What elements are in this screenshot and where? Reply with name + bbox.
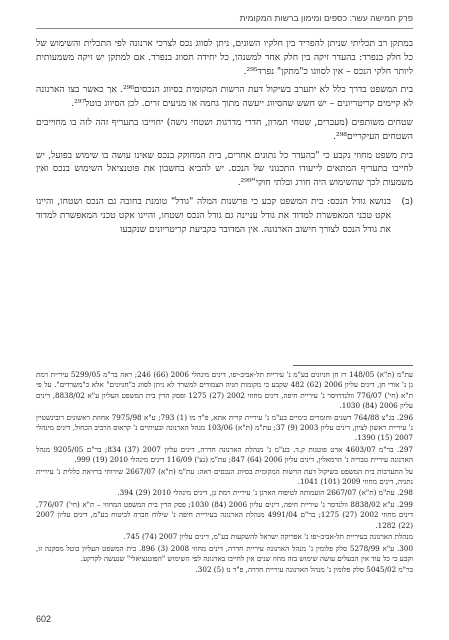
footnote: 296. בג"צ 764/88 דשנים וחומרים כימיים בע"מ נ' עיריית קרית אתא, פ"ד מו (1) 793; ע"א 7975/98 אחוזת ראשונים רובינשטיין נ' עיריית ראשון לציון, דינים עליון 2003 (9) 37; עת"מ (ת"א) 103/06 מנהל הארנונה ובעיתיים נ' קראוס הרביב הכחול, דינים מינהלי 2007 (15) 1390.	[36, 412, 414, 443]
subsection-b	[36, 196, 413, 237]
footnote: עת"מ (ת"א) 148/05 רז חן חניונים בע"מ נ' עיריית תל-אביב-יפו, דינים מינהלי 2006 (66) 246; ראה בר"מ 5299/05 עיריית רמת גן נ' אורי חן, דינים עליון 2006 (62) 482 שקבע כי מקומות חניה הצמודים למשרד לא ניתן לסווג כ"חניונים" אלא כ"משרדים". על פי ת"א (חי') 776/07 וולנדחיסר נ' עיריית חיפה, דינים מחוזי 2002 (27) 1275 ופסק הדין בית המשפט העליון ע"א 8838/02, דינים עליון 2006 (84) 1030.	[36, 370, 414, 411]
footnote: בר"מ 5045/02 סלק פלומין נ' מנהל הארנונה עיריית חדרה, פ"ד נז (5) 302.	[195, 565, 413, 575]
paragraph-1: במתקן רב תכליתי שניתן להפריד בין חלקיו השונים, ניתן לסווג נכס לצרכי ארנונה לפי התכלית והשימוש של כל חלק בנפרד: בהעדר זיקה בין חלק אחד למשנהו, כל יחידה תסווג בנפרד. אם למתקן יש זיקה משמעותית ליותר חלקי הנכס – אין לסווגו כ"מתקן" נפרד²⁹⁵.	[36, 39, 413, 77]
paragraph-4: בית משפט מחוזי נקבע כי "בהעדר כל נתונים אחרים, בית המחוקק בנכס שאינו עושה בו שימוש בפועל, יש לחייבו בתעריף המתאים לייעודו התכנוני של הנכס. יש להביא בחשבון את פוטנציאל השימוש בנכס ואין משמעות לכך שהשימוש היה חורג ובלתי חוקי"²⁹⁹.	[36, 150, 413, 189]
paragraph-5: בנושא גודל הנכס: בית המשפט קבע כי פרשנות המלה "גודל" טומנת בחובה גם הנכס ושטחו, והיינו אקט טכני המאפשרת למדוד את גודל עניינה גם גודל הנכס ושטחו, והיינו אקט טכני המאפשרת למדוד את גודל הנכס לצורך חישוב הארנונה. אין המדובר בקביעת קריטריונים שנקבעו	[36, 196, 391, 235]
footnote: 300. ע"א 5278/99 סלק פלומין נ' מנהל הארנונה עיריית חדרה, דינים מחוזי 2008 (3) 896. בית המשפט העליון בוטל מסקנה זו, וקבע כי כל עוד אין הבעלים עושה שימוש בזה מחוז שנים אין לחייבו בארנונה לפי השימוש "הפוטנציאלי" שנעשה לקרקע.	[36, 543, 414, 563]
footnote-rule	[293, 365, 413, 366]
footnote: מנהלת הארנונה בעיריית תל-אביב-יפו נ' אפריקה ישראל להשקעות בע"מ, דינים עליון 2007 (74) 745.	[123, 532, 413, 542]
paragraph-2: בית המשפט בדרך כלל לא יתערב בשיקול דעת הרשות המקומית בסיווג הנכסים²⁹⁶. אך כאשר בצו הארנונה לא קיימים קריטריונים – יש חשש שהסיווג ייעשה מתוך גחמה או מניעים זרים. לכן הסיווג בוטל²⁹⁷.	[36, 85, 413, 110]
footnote: 298. עת"מ (ת"א) 2667/07 הועמותה לטיפוח הארגן נ' עיריית רמת גן, דינים מינהלי 2010 (29) 394.	[117, 488, 413, 498]
running-header: פרק חמישה עשר: כספים ומימון ברשות המקומית	[239, 13, 413, 23]
footnote: על התערבות בית המשפט בשיקול דעת הרשות המקומית בסיווג הנכסים ראה: עת"מ (ת"א) 2667/07 שירותי ברזיאת כללית נ' עיריית נתניה, דינים מחוזי 2009 (101) 1041.	[36, 466, 413, 487]
subsection-label: (ב)	[401, 196, 413, 207]
footnote: 297. בר"מ 4603/07 ארט פוטנות ק.ד. בע"מ נ' מנהלת הארנונה חדרה, דינים עליון 2007 (37) 834; בר"ם 9205/05 מנהל הארנונה עיריית טבריה נ' הרמאלין, דינים עליון 2006 (64) 847; עת"מ (נצ') 116/09 דינים מינהלי 2010 (19) 999.	[36, 444, 413, 465]
paragraph-3: שטחים משותפים (מעברים, שטחי תמרון, חדרי מדרגות ושטחי גישה) יחוייבו בתעריף זהה לזה בו מחוייבים השטחים העיקריים²⁹⁸.	[36, 117, 413, 142]
body-text	[36, 38, 413, 242]
footnote: 299. ע"א 8838/02 וולנדסר נ' עיריית חיפה, דינים עליון 2006 (84) 1030; פסק הדין בית המשפט המחוזי – ת"א (חי') 776/07, דינים מחוזי 2002 (27) 1275; בר"ם 4991/04 מנהלת הארנונה בעיריית חיפה נ' שילוח חברה לביטוח בע"מ, דינים עליון 2007 (22) 1282.	[36, 499, 413, 530]
footnotes	[36, 370, 413, 577]
header-rule	[36, 28, 413, 29]
page-number: 602	[36, 614, 52, 624]
